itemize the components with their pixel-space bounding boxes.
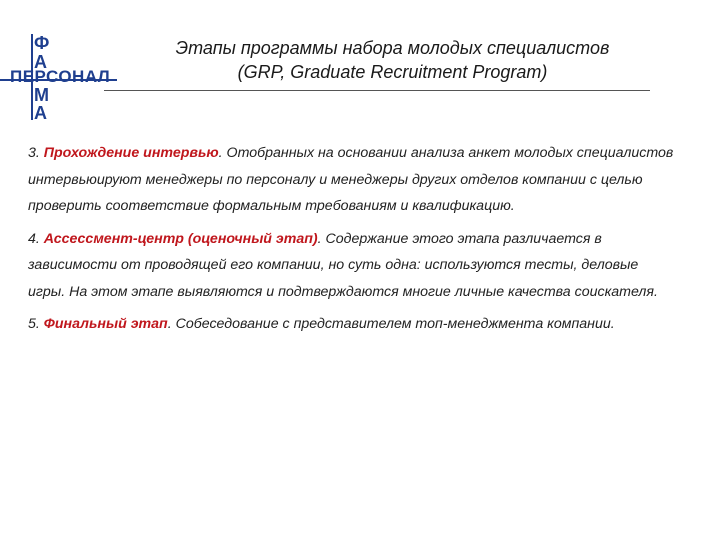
- stage-number: 4.: [28, 230, 40, 247]
- logo-letter: А: [34, 103, 47, 123]
- stage-heading: Финальный этап: [43, 316, 168, 332]
- title-line-1: Этапы программы набора молодых специалистов: [175, 38, 610, 58]
- company-logo: [0, 0, 120, 130]
- logo-letter: Ф: [34, 33, 50, 53]
- slide-title: [130, 36, 655, 84]
- stage-heading: Ассессмент-центр (оценочный этап): [43, 230, 318, 247]
- logo-letter: М: [34, 85, 49, 105]
- title-line-2: (GRP, Graduate Recruitment Program): [237, 62, 548, 82]
- stage-heading-end: .: [218, 145, 223, 161]
- stage-paragraph: [28, 311, 674, 338]
- logo-word: ПЕРСОНАЛ: [10, 67, 111, 86]
- stage-heading: Прохождение интервью: [43, 145, 219, 161]
- stage-text: Собеседование с представителем топ-менеджмента компании.: [171, 316, 615, 332]
- stage-paragraph: [28, 226, 674, 306]
- stage-text: Отобранных на основании анализа анкет молодых специалистов интервьюируют менеджеры по персоналу и менеджеры других отделов компании с целью проверить соответствие формальным требованиям и квалификацию.: [28, 145, 674, 214]
- stage-number: 3.: [28, 145, 40, 161]
- logo-letter: А: [34, 52, 47, 72]
- stage-number: 5.: [28, 316, 40, 332]
- slide-content: [28, 140, 674, 344]
- stage-paragraph: [28, 140, 674, 220]
- header-divider: [104, 90, 650, 91]
- stage-heading-end: .: [317, 230, 322, 247]
- stage-heading-end: .: [167, 316, 172, 332]
- stage-text: Содержание этого этапа различается в зависимости от проводящей его компании, но суть одна: используются тесты, деловые игры. На этом этапе выявляются и подтверждаются многие личные качества соискателя.: [28, 230, 658, 300]
